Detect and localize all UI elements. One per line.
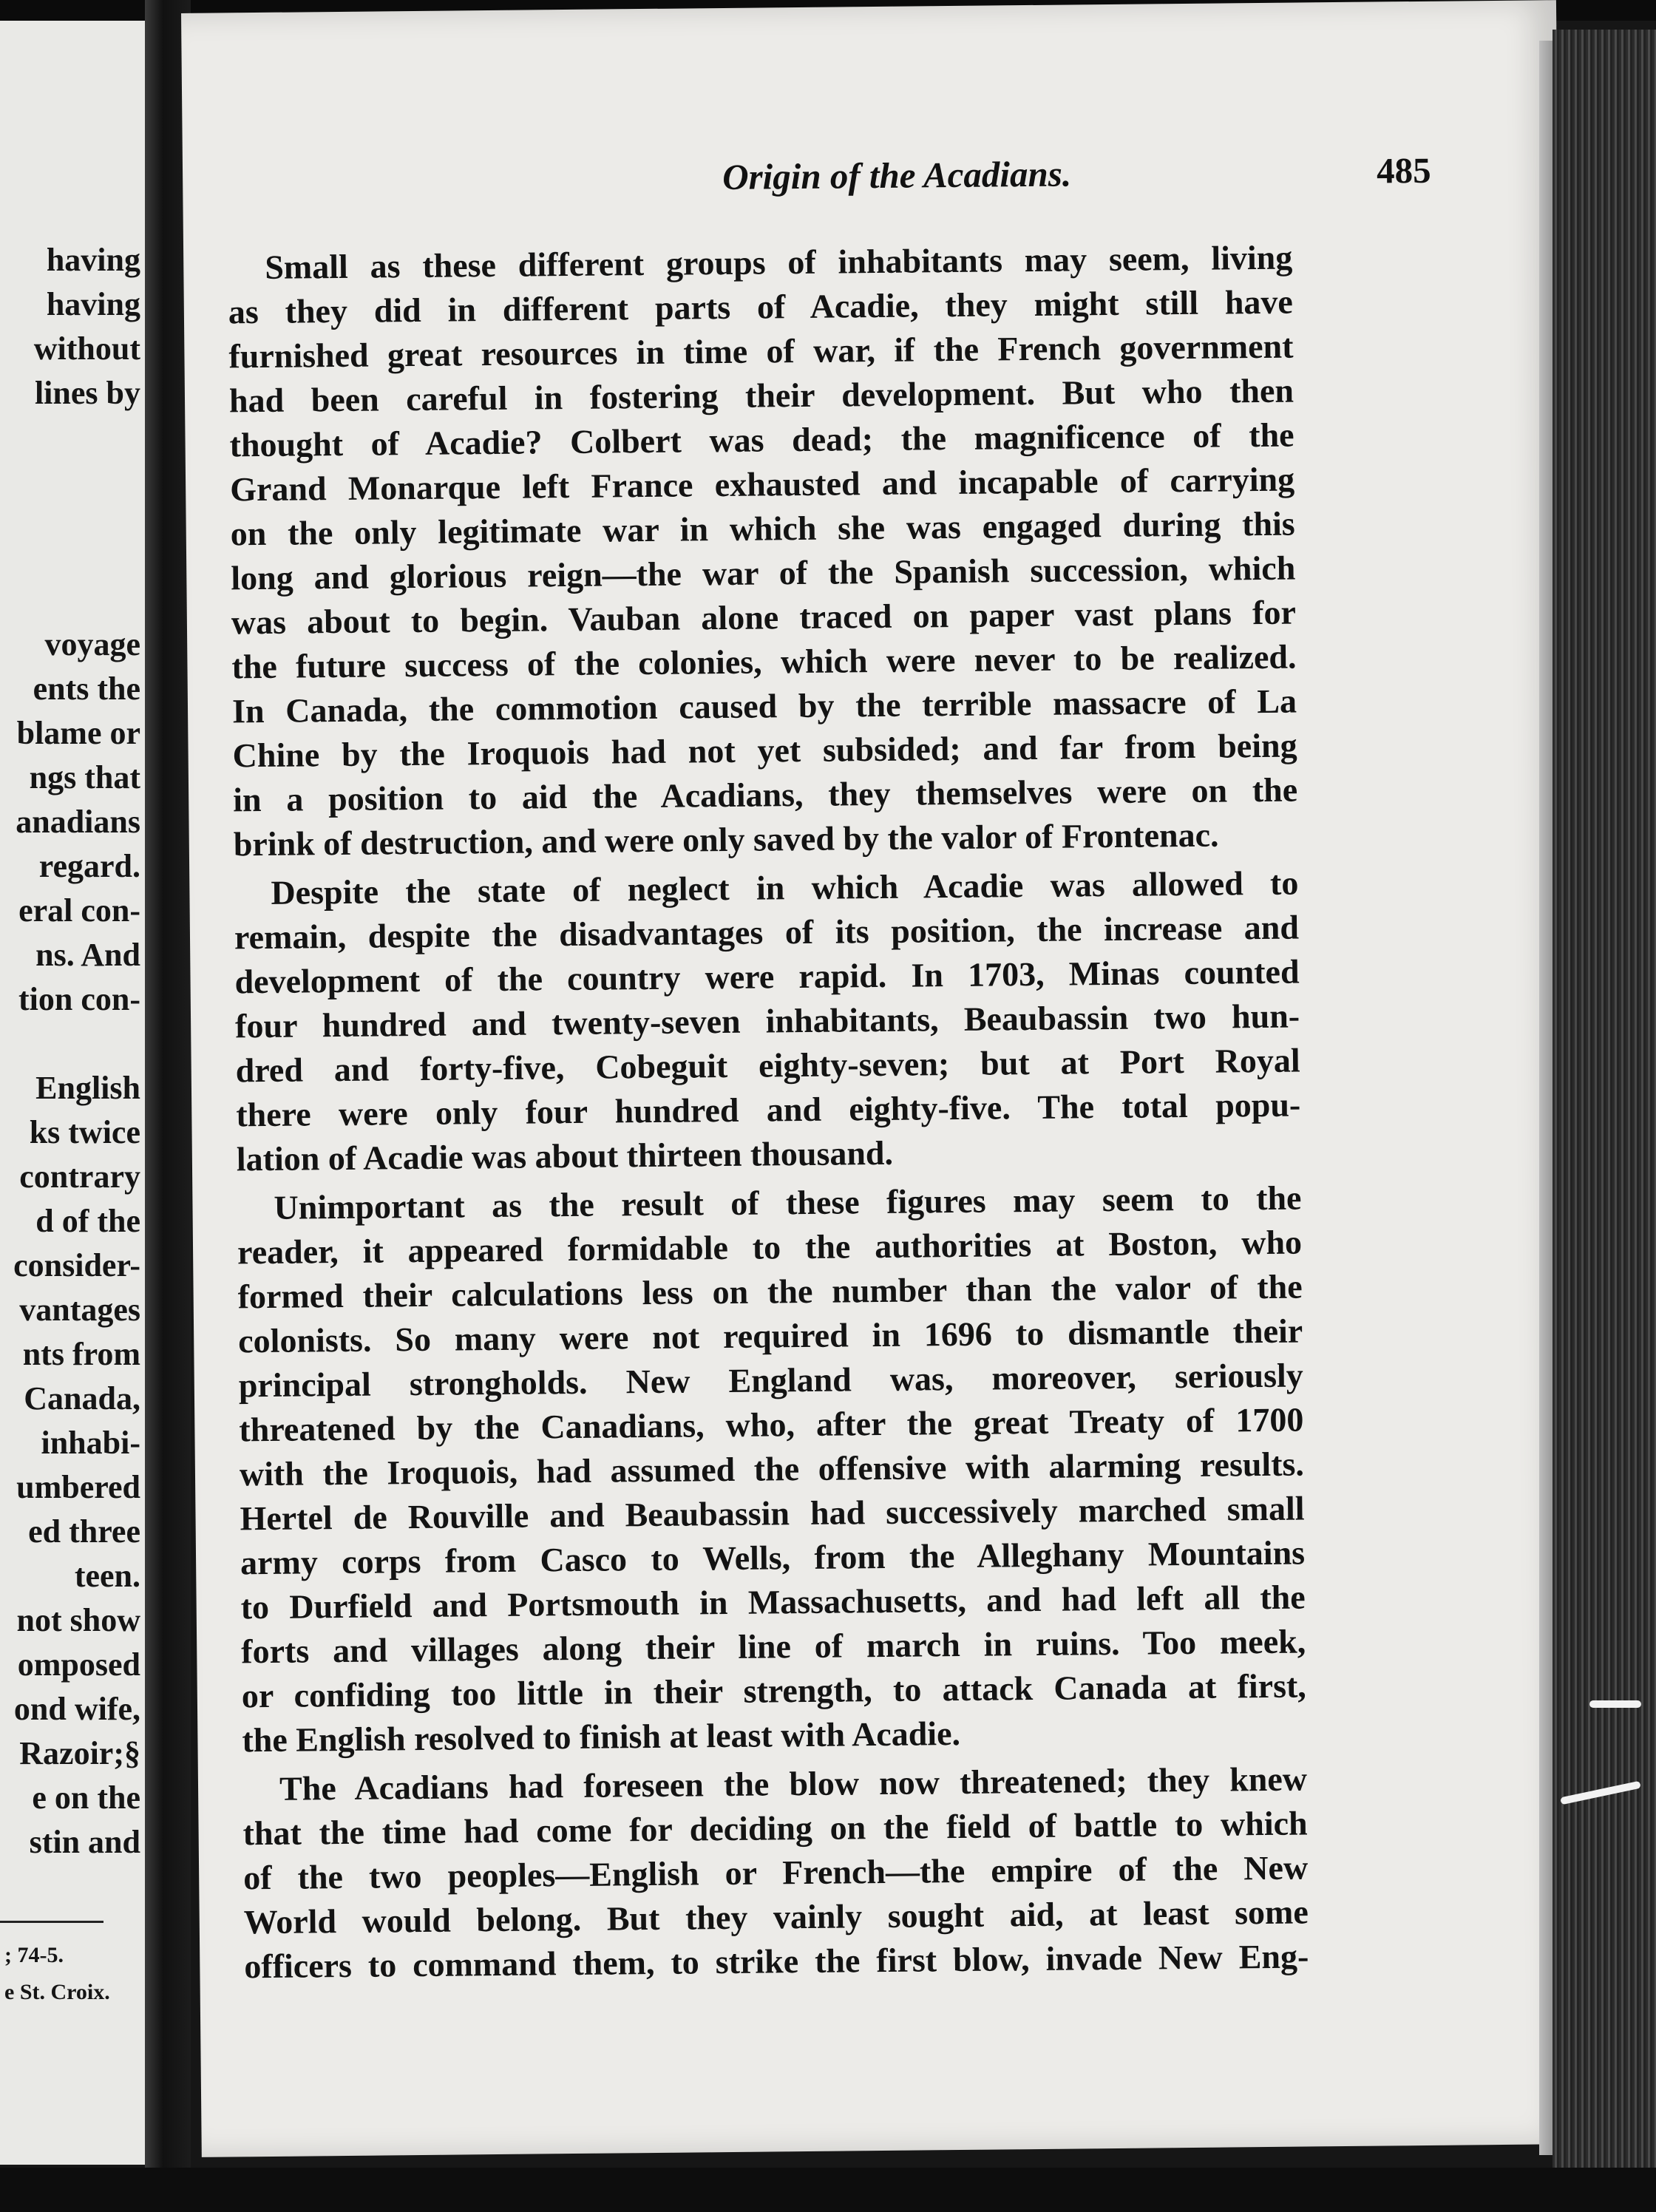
paragraph	[228, 236, 1298, 867]
page-number: 485	[1376, 149, 1431, 191]
page-header	[552, 149, 1440, 203]
text-line: thought of Acadie? Colbert was dead; the magnificence of the	[229, 415, 1294, 464]
scan-artifact-mark	[1589, 1700, 1641, 1708]
text-line: the English resolved to finish at least with Acadie.	[242, 1714, 961, 1760]
footnote-rule	[0, 1921, 104, 1923]
text-line: principal strongholds. New England was, moreover, seriously	[238, 1356, 1303, 1405]
facing-page-line: having	[46, 242, 140, 278]
facing-page-line: ngs that	[29, 759, 140, 795]
text-line: Despite the state of neglect in which Acadie was allowed to	[271, 864, 1299, 912]
text-line: dred and forty-five, Cobeguit eighty-seven; but at Port Royal	[235, 1041, 1300, 1090]
text-line: reader, it appeared formidable to the authorities at Boston, who	[237, 1223, 1303, 1272]
facing-page-footnote: e St. Croix.	[4, 1980, 110, 2004]
text-line: of the two peoples—English or French—the empire of the New	[242, 1848, 1309, 1897]
facing-page-line: stin and	[29, 1824, 140, 1860]
paragraph	[242, 1757, 1309, 1989]
facing-page-line: tion con-	[18, 981, 140, 1017]
facing-page-line: contrary	[19, 1158, 140, 1195]
facing-page-line: not show	[16, 1602, 140, 1638]
scan-border-bottom	[0, 2168, 1656, 2212]
text-line: the future success of the colonies, which were never to be realized.	[231, 637, 1297, 686]
text-line: long and glorious reign—the war of the Spanish succession, which	[231, 549, 1296, 597]
facing-page-line: ond wife,	[13, 1691, 140, 1727]
facing-page-line: umbered	[16, 1469, 140, 1505]
text-line: Small as these different groups of inhabitants may seem, living	[265, 238, 1293, 286]
text-line: furnished great resources in time of war, if the French government	[228, 327, 1294, 376]
book-fore-edge	[1552, 30, 1656, 2174]
facing-page-line: blame or	[16, 715, 140, 751]
text-line: The Acadians had foreseen the blow now threatened; they knew	[279, 1760, 1308, 1808]
facing-page-line: inhabi-	[41, 1425, 140, 1461]
paragraph	[234, 861, 1301, 1182]
facing-page-line: lines by	[34, 375, 140, 411]
text-line: to Durfield and Portsmouth in Massachusetts, and had left all the	[240, 1578, 1306, 1626]
facing-page-line: Razoir;§	[19, 1735, 140, 1771]
facing-page-line: ns. And	[35, 937, 140, 973]
text-line: In Canada, the commotion caused by the terrible massacre of La	[231, 682, 1297, 730]
text-line: officers to command them, to strike the first blow, invade New Eng-	[244, 1937, 1309, 1986]
facing-page-line: nts from	[22, 1336, 140, 1372]
text-line: brink of destruction, and were only saved by the valor of Frontenac.	[233, 815, 1219, 864]
text-line: as they did in different parts of Acadie, they might still have	[228, 282, 1294, 331]
text-line: Hertel de Rouville and Beaubassin had successively marched small	[240, 1489, 1305, 1538]
text-line: lation of Acadie was about thirteen thousand.	[236, 1133, 894, 1178]
body-text	[228, 236, 1309, 1994]
facing-page-line: consider-	[13, 1247, 140, 1283]
text-line: threatened by the Canadians, who, after the great Treaty of 1700	[239, 1400, 1304, 1449]
book-page-485	[181, 0, 1577, 2157]
facing-page-line: English	[35, 1070, 140, 1106]
text-line: was about to begin. Vauban alone traced on paper vast plans for	[231, 593, 1297, 642]
text-line: World would belong. But they vainly sought aid, at least some	[243, 1893, 1309, 1941]
facing-page-line: e on the	[32, 1780, 140, 1816]
facing-page-footnote: ; 74-5.	[4, 1943, 64, 1967]
facing-page-line: without	[33, 330, 140, 367]
text-line: four hundred and twenty-seven inhabitants, Beaubassin two hun-	[234, 997, 1300, 1045]
text-line: Grand Monarque left France exhausted and incapable of carrying	[229, 460, 1295, 509]
facing-page-line: anadians	[16, 804, 140, 840]
text-line: army corps from Casco to Wells, from the Alleghany Mountains	[240, 1533, 1306, 1582]
text-line: Unimportant as the result of these figures may seem to the	[274, 1178, 1302, 1227]
facing-page-line: ks twice	[29, 1114, 140, 1150]
text-line: Chine by the Iroquois had not yet subsided; and far from being	[232, 726, 1297, 775]
facing-page-line: ents the	[33, 671, 140, 707]
facing-page-line: regard.	[38, 848, 140, 884]
paragraph	[237, 1176, 1306, 1763]
text-line: development of the country were rapid. In 1703, Minas counted	[234, 952, 1300, 1001]
text-line: on the only legitimate war in which she was engaged during this	[230, 504, 1295, 553]
facing-page-line: Canada,	[24, 1380, 140, 1417]
facing-page-line: teen.	[74, 1558, 140, 1594]
text-line: formed their calculations less on the number than the valor of the	[237, 1267, 1303, 1316]
text-line: in a position to aid the Acadians, they themselves were on the	[232, 770, 1298, 819]
text-line: colonists. So many were not required in 1696 to dismantle their	[237, 1312, 1303, 1360]
text-line: or confiding too little in their strength, to attack Canada at first,	[241, 1666, 1307, 1715]
facing-page-line: voyage	[44, 626, 140, 662]
facing-page-line: d of the	[35, 1203, 140, 1239]
text-line: that the time had come for deciding on the field of battle to which	[242, 1804, 1308, 1853]
facing-page-line: having	[46, 286, 140, 322]
text-line: with the Iroquois, had assumed the offensive with alarming results.	[239, 1445, 1305, 1493]
facing-page-left	[0, 21, 148, 2165]
text-line: remain, despite the disadvantages of its position, the increase and	[234, 908, 1300, 957]
facing-page-line: omposed	[17, 1646, 140, 1683]
facing-page-line: vantages	[19, 1292, 140, 1328]
facing-page-line: ed three	[28, 1513, 140, 1550]
text-line: had been careful in fostering their development. But who then	[228, 371, 1294, 420]
text-line: there were only four hundred and eighty-five. The total popu-	[236, 1085, 1301, 1134]
running-title: Origin of the Acadians.	[722, 153, 1072, 197]
facing-page-line: eral con-	[18, 892, 140, 929]
text-line: forts and villages along their line of march in ruins. Too meek,	[241, 1622, 1306, 1671]
